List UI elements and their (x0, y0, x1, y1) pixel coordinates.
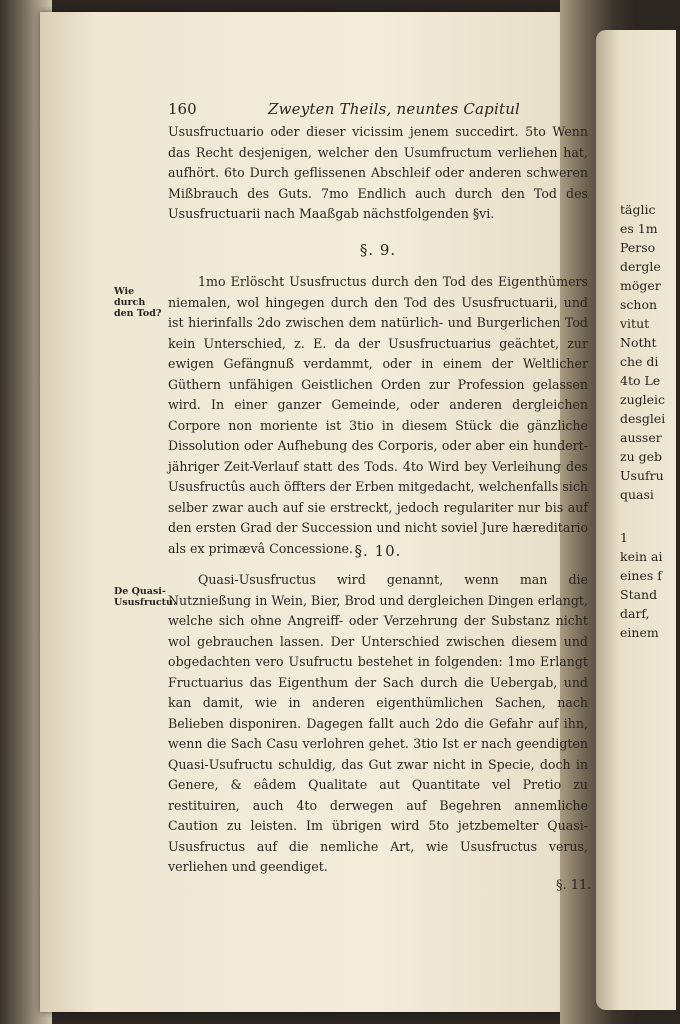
page-number: 160 (168, 100, 197, 118)
opening-paragraph (168, 122, 588, 225)
facing-line: Stand (620, 587, 658, 602)
facing-line: Notht (620, 335, 657, 350)
opening-paragraph-text: Ususfructuario oder dieser vicissim jenem succedirt. 5to Wenn das Recht desjenigen, welcher den Usumfructum verliehen hat, aufhört. 6to Durch geflissenen Abschleif oder anderen schweren Mißbrauch des Guts. 7mo Endlich auch durch den Tod des Ususfructuarii nach Maaßgab nächstfolgenden §vi. (168, 124, 588, 221)
facing-line: kein ai (620, 549, 663, 564)
facing-line: che di (620, 354, 659, 369)
facing-page-text-bottom (620, 528, 680, 642)
facing-line: 4to Le (620, 373, 661, 388)
section-9-margin-note: Wie durch den Tod? (114, 286, 162, 319)
section-10-heading: §. 10. (354, 542, 402, 560)
running-title: Zweyten Theils, neuntes Capitul (268, 100, 521, 118)
section-9-body (168, 272, 588, 559)
facing-line: zu geb (620, 449, 663, 464)
facing-line: Usufru (620, 468, 664, 483)
facing-page-text-top (620, 200, 680, 504)
facing-line: Perso (620, 240, 656, 255)
section-10-margin-note: De Quasi-Ususfructu. (114, 586, 177, 608)
facing-line: vitut (620, 316, 650, 331)
facing-line: eines f (620, 568, 662, 583)
section-10-text: Quasi-Ususfructus wird genannt, wenn man die Nutznießung in Wein, Bier, Brod und dergleichen Dingen erlangt, welche sich ohne Angreiff- oder Verzehrung der Substanz nicht wol gebrauchen lassen. Der Unterschied zwischen diesem und obgedachten vero Usufructu bestehet in folgenden: 1mo Erlangt Fructuarius das Eigenthum der Sach durch die Uebergab, und kan damit, wie in anderen eigenthümlichen Sachen, nach Belieben disponiren. Dagegen fallt auch 2do die Gefahr auf ihn, wenn die Sach Casu verlohren gehet. 3tio Ist er nach geendigten Quasi-Usufructu schuldig, das Gut zwar nicht in Specie, doch in Genere, & eâdem Qualitate aut Quantitate vel Pretio zu restituiren, auch 4to derwegen auf Begehren annemliche Caution zu leisten. Im übrigen wird 5to jetzbemelter Quasi-Ususfructus auf die nemliche Art, wie Ususfructus verus, verliehen und geendiget. (168, 572, 588, 874)
facing-line: 1 (620, 530, 628, 545)
section-10-body (168, 570, 588, 878)
catchword: §. 11. (556, 878, 592, 893)
facing-page-edge (596, 30, 676, 1010)
facing-line: es 1m (620, 221, 658, 236)
facing-line: täglic (620, 202, 656, 217)
facing-line: einem (620, 625, 659, 640)
section-9-heading: §. 9. (359, 241, 397, 259)
facing-line: ausser (620, 430, 662, 445)
facing-line: schon (620, 297, 658, 312)
facing-line: zugleic (620, 392, 666, 407)
facing-line: quasi (620, 487, 654, 502)
section-9-text: 1mo Erlöscht Ususfructus durch den Tod des Eigenthümers niemalen, wol hingegen durch den Tod des Ususfructuarii, und ist hierinfalls 2do zwischen dem natürlich- und Burgerlichen Tod kein Unterschied, z. E. da der Ususfructuarius geächtet, zur ewigen Gefängnuß verdammt, oder in einem der Weltlicher Güthern unfähigen Geistlichen Orden zur Profession gelassen wird. In einer ganzer Gemeinde, oder anderen dergleichen Corpore non moriente ist 3tio in diesem Stück die gänzliche Dissolution oder Aufhebung des Corporis, oder aber ein hundert-jähriger Zeit-Verlauf statt des Tods. 4to Wird bey Verleihung des Ususfructûs auch öffters der Erben mitgedacht, welchenfalls sich selber zwar auch auf sie erstreckt, jedoch regulariter nur bis auf den ersten Grad der Succession und nicht soviel Jure hæreditario als ex primævâ Concessione. (168, 274, 589, 556)
facing-line: möger (620, 278, 661, 293)
facing-line: dergle (620, 259, 661, 274)
facing-line: darf, (620, 606, 650, 621)
facing-line: desglei (620, 411, 666, 426)
